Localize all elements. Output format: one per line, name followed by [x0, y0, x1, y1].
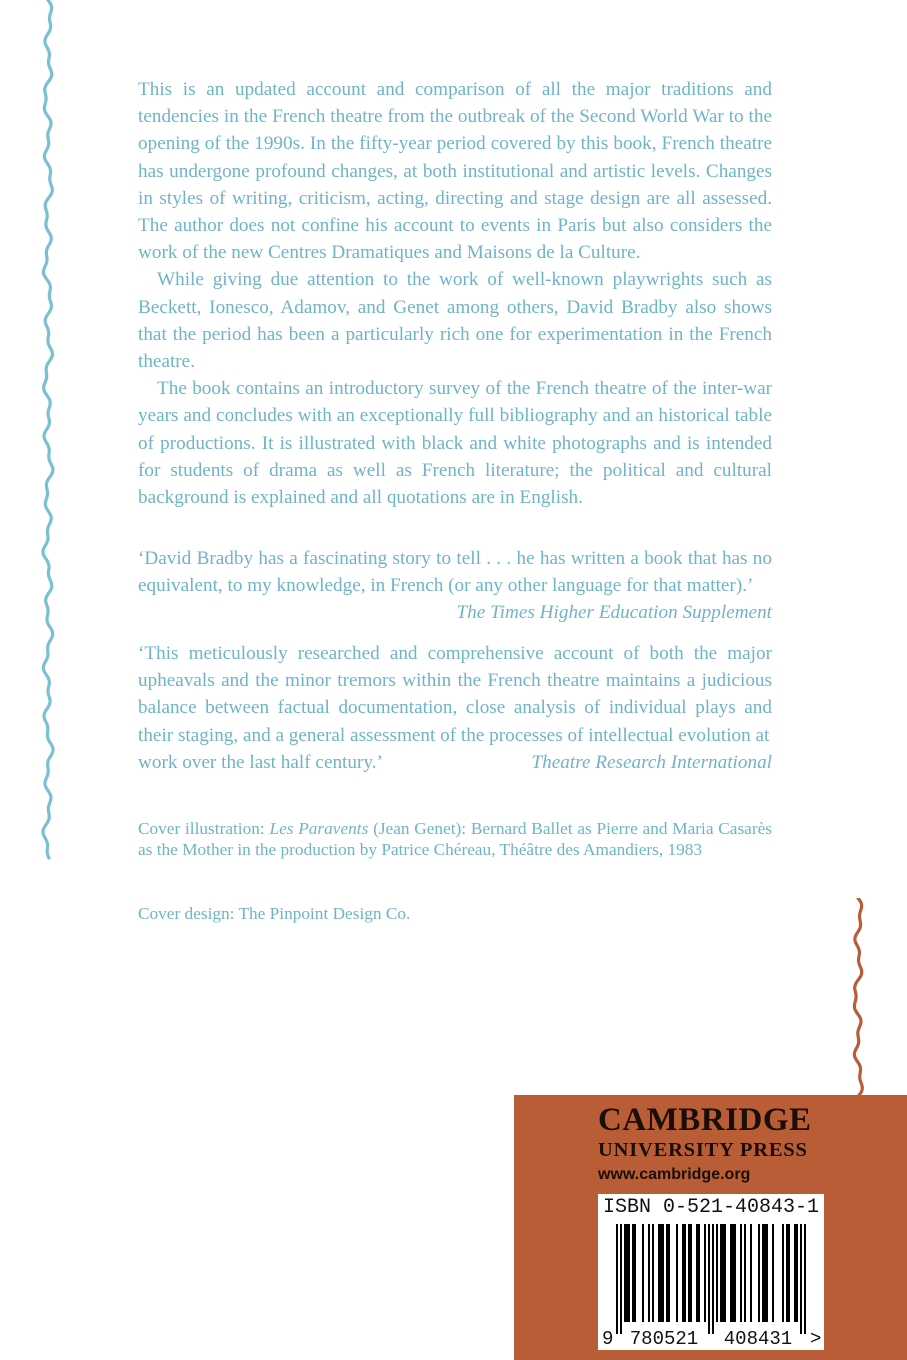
barcode-bar — [628, 1224, 630, 1322]
cover-illustration-title: Les Paravents — [269, 819, 369, 838]
cover-illustration-details: (Jean Genet): Bernard Ballet as Pierre and Maria Casarès as the Mother in the production by Patrice Chéreau, Théâtre des Amandiers, 1983 — [138, 819, 772, 859]
publisher-url: www.cambridge.org — [598, 1166, 751, 1183]
barcode-bar — [704, 1224, 706, 1322]
barcode-bar — [658, 1224, 660, 1322]
barcode-bar — [744, 1224, 746, 1322]
barcode-bar — [682, 1224, 684, 1322]
blurb-paragraph-3: The book contains an introductory survey of the French theatre of the inter-war years and concludes with an exceptionally full bibliography and an historical table of productions. It is illustrated with black and white photographs and is intended for students of drama as well as French literature; the political and cultural background is explained and all quotations are in English. — [138, 378, 772, 509]
barcode-bar — [712, 1224, 714, 1334]
barcode-bar — [662, 1224, 664, 1322]
barcode-bar — [652, 1224, 654, 1322]
barcode-bar — [762, 1224, 764, 1322]
publisher-box — [514, 1095, 907, 1360]
barcode-digits-left: 780521 — [629, 1328, 699, 1350]
barcode-bar — [684, 1224, 686, 1322]
review-quote-1-source: The Times Higher Education Supplement — [456, 602, 772, 624]
barcode-bar — [730, 1224, 732, 1322]
barcode-bar — [786, 1224, 788, 1322]
review-quote-2 — [138, 640, 772, 776]
barcode-bar — [782, 1224, 784, 1322]
barcode-bar — [634, 1224, 636, 1322]
cover-illustration-label: Cover illustration: — [138, 819, 265, 838]
blurb-paragraph-1: This is an updated account and comparison of all the major traditions and tendencies in the French theatre from the outbreak of the Second World War to the opening of the 1990s. In the fifty-year period covered by this book, French theatre has undergone profound changes, at both institutional and artistic levels. Changes in styles of writing, criticism, acting, directing and stage design are all assessed. The author does not confine his account to events in Paris but also considers the work of the new Centres Dramatiques and Maisons de la Culture. — [138, 79, 772, 264]
barcode-bar — [722, 1224, 724, 1322]
barcode-bar — [794, 1224, 796, 1322]
barcode-bar — [648, 1224, 650, 1322]
barcode-bar — [750, 1224, 752, 1322]
publisher-subname: UNIVERSITY PRESS — [598, 1139, 808, 1161]
review-quote-1 — [138, 545, 772, 627]
barcode-bar — [660, 1224, 662, 1322]
barcode-bar — [740, 1224, 742, 1322]
barcode-bar — [716, 1224, 718, 1322]
barcode-graphic — [598, 1194, 824, 1350]
barcode-bar — [616, 1224, 618, 1334]
decorative-blue-wavy-line — [36, 0, 60, 860]
barcode-bar — [696, 1224, 698, 1322]
barcode-bar — [620, 1224, 622, 1334]
barcode-bar — [720, 1224, 722, 1322]
barcode-bar — [708, 1224, 710, 1334]
review-quote-2-text: ‘This meticulously researched and comprehensive account of both the major upheavals and the minor tremors within the French theatre maintains a judicious balance between factual documentation, close analysis of individual plays and their staging, and a general assessment of the processes of intellectual evolution at — [138, 643, 772, 746]
barcode-digits-right: 408431 — [723, 1328, 793, 1350]
barcode-bar — [764, 1224, 766, 1322]
review-quote-2-text-end: work over the last half century.’ — [138, 751, 383, 773]
blurb — [138, 76, 772, 511]
barcode-bar — [772, 1224, 774, 1322]
barcode-bar — [800, 1224, 802, 1334]
isbn-label: ISBN 0-521-40843-1 — [602, 1196, 820, 1219]
barcode-bar — [626, 1224, 628, 1322]
barcode-bar — [668, 1224, 670, 1322]
barcode-bar — [666, 1224, 668, 1322]
review-quote-2-source: Theatre Research International — [531, 751, 772, 773]
barcode-bar — [676, 1224, 678, 1322]
barcode-bar — [698, 1224, 700, 1322]
barcode-bar — [688, 1224, 690, 1322]
barcode-bar — [734, 1224, 736, 1322]
barcode-bar — [624, 1224, 626, 1322]
barcode-bar — [788, 1224, 790, 1322]
review-quote-1-text: ‘David Bradby has a fascinating story to tell . . . he has written a book that has no equivalent, to my knowledge, in French (or any other language for that matter).’ — [138, 548, 772, 597]
barcode-bar — [642, 1224, 644, 1322]
barcode-bar — [732, 1224, 734, 1322]
barcode-bar — [690, 1224, 692, 1322]
isbn-barcode — [598, 1194, 824, 1350]
barcode-bar — [724, 1224, 726, 1322]
barcode-bar — [766, 1224, 768, 1322]
blurb-paragraph-2: While giving due attention to the work of well-known playwrights such as Beckett, Ionesco, Adamov, and Genet among others, David Bradby also shows that the period has been a particularly rich one for experimentation in the French theatre. — [138, 269, 772, 373]
barcode-bar — [804, 1224, 806, 1334]
barcode-quiet-zone-marker: > — [810, 1328, 822, 1350]
cover-design-credit: Cover design: The Pinpoint Design Co. — [138, 904, 411, 923]
cover-illustration-credit — [138, 818, 772, 860]
barcode-bar — [632, 1224, 634, 1322]
barcode-digit-first: 9 — [602, 1328, 614, 1350]
barcode-bar — [758, 1224, 760, 1322]
barcode-bar — [796, 1224, 798, 1322]
publisher-name: CAMBRIDGE — [598, 1102, 812, 1138]
decorative-orange-wavy-line — [846, 898, 870, 1098]
